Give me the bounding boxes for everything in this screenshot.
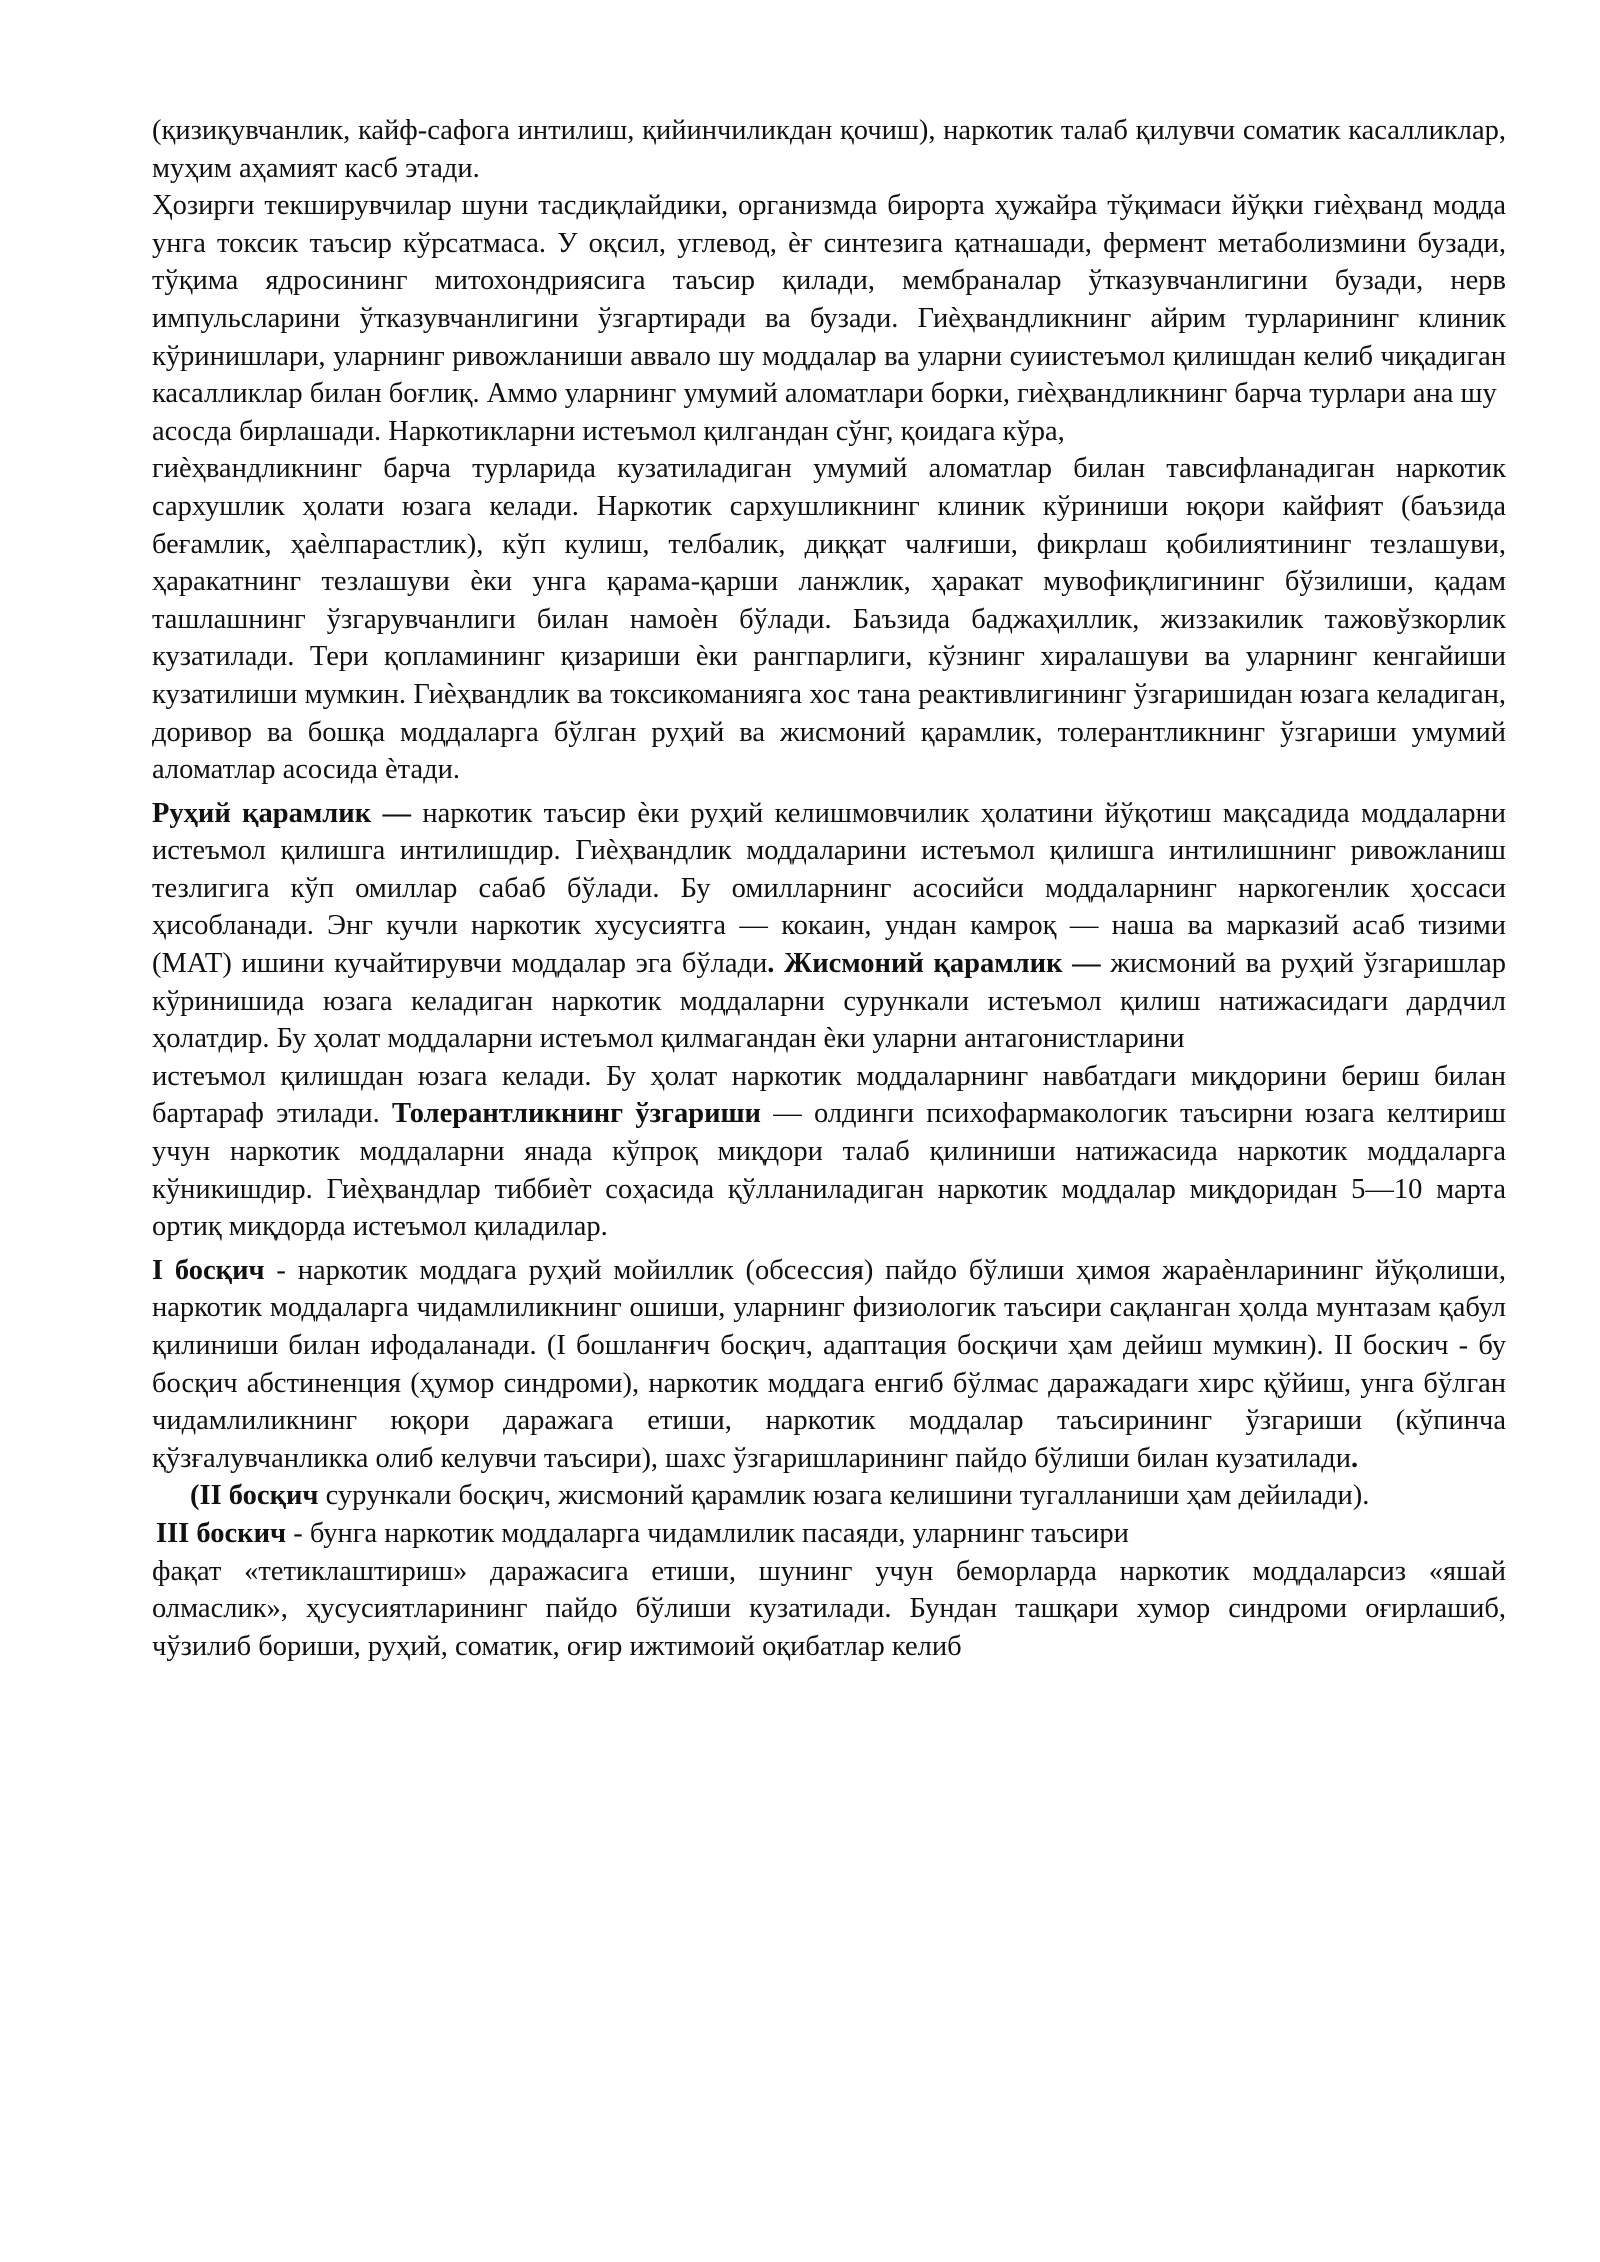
term-tolerance: Толерантликнинг ўзгариши	[392, 1098, 761, 1130]
term-stage-two: (II босқич	[190, 1480, 319, 1512]
term-stage-one: I босқич	[152, 1254, 265, 1286]
text-withdrawal: истеъмол қилишдан юзага келади. Бу ҳолат наркотик моддаларнинг навбатдаги миқдорини бериш билан бартараф этилади.	[152, 1060, 1506, 1130]
text-physical-dependence: жисмоний ва руҳий ўзгаришлар кўринишида юзага келадиган наркотик моддаларни сурункали истеъмол қилиш натижасидаги дардчил ҳолатдир. Бу ҳолат моддаларни истеъмол қилмагандан ѐки уларни антагонистларини	[152, 948, 1506, 1055]
term-mental-dependence: Руҳий қарамлик —	[152, 797, 411, 829]
paragraph-common-basis: асосда бирлашади. Наркотикларни истеъмол қилгандан сўнг, қоидага кўра,	[152, 415, 1065, 447]
text-stage-three: - бунга наркотик моддаларга чидамлилик пасаяди, уларнинг таъсири	[286, 1517, 1129, 1549]
text-mental-dependence: наркотик таъсир ѐки руҳий келишмовчилик ҳолатини йўқотиш мақсадида моддаларни истеъмол қилишга интилишдир. Гиѐҳвандлик моддаларини истеъмол қилишга интилишнинг ривожланиш тезлигига кўп омиллар сабаб бўлади. Бу омилларнинг асосийси моддаларнинг наркогенлик ҳоссаси ҳисобланади. Энг кучли наркотик хусусиятга — кокаин, ундан камроқ — наша ва марказий асаб тизими (МАТ) ишини кучайтирувчи моддалар эга бўлади	[152, 797, 1506, 980]
paragraph-toxic-effect: Ҳозирги текширувчилар шуни тасдиқлайдики, организмда бирорта ҳужайра тўқимаси йўқки гиѐҳванд модда унга токсик таъсир кўрсатмаса. У оқсил, углевод, ѐғ синтезига қатнашади, фермент метаболизмини бузади, тўқима ядросининг митохондриясига таъсир қилади, мембраналар ўтказувчанлигини бузади, нерв импульсларини ўтказувчанлигини ўзгартиради ва бузади. Гиѐҳвандликнинг айрим турларининг клиник кўринишлари, уларнинг ривожланиши аввало шу моддалар ва уларни суиистеъмол қилишдан келиб чиқадиган касалликлар билан боғлиқ. Аммо уларнинг умумий аломатлари борки, гиѐҳвандликнинг барча турлари ана шу	[152, 190, 1506, 410]
text-tolerance: — олдинги психофармакологик таъсирни юзага келтириш учун наркотик моддаларни янада кўпроқ миқдори талаб қилиниши натижасида наркотик моддаларга кўникишдир. Гиѐҳвандлар тиббиѐт соҳасида қўлланиладиган наркотик моддалар миқдоридан 5—10 марта ортиқ миқдорда истеъмол қиладилар.	[152, 1098, 1506, 1243]
stage-one-period: .	[1351, 1442, 1359, 1474]
paragraph-stage-three	[152, 1515, 1506, 1553]
document-page	[152, 112, 1506, 1665]
paragraph-tolerance	[152, 1058, 1506, 1246]
paragraph-stage-one	[152, 1252, 1506, 1478]
text-stage-one: - наркотик моддага руҳий мойиллик (обсессия) пайдо бўлиши ҳимоя жараѐнларининг йўқолиши, наркотик моддаларга чидамлиликнинг ошиши, уларнинг физиологик таъсири сақланган ҳолда мунтазам қабул қилиниши билан ифодаланади. (I бошланғич босқич, адаптация босқичи ҳам дейиш мумкин). II боскич - бу босқич абстиненция (ҳумор синдроми), наркотик моддага енгиб бўлмас даражадаги хирс қўйиш, унга бўлган чидамлиликнинг юқори даражага етиши, наркотик моддалар таъсирининг ўзгариши (кўпинча қўзғалувчанликка олиб келувчи таъсири), шахс ўзгаришларининг пайдо бўлиши билан кузатилади	[152, 1254, 1507, 1474]
paragraph-dependence	[152, 795, 1506, 1058]
term-stage-three: III боскич	[156, 1517, 287, 1549]
text-stage-two: сурункали босқич, жисмоний қарамлик юзага келишини тугалланиши ҳам дейилади).	[318, 1480, 1370, 1512]
paragraph-intro: (қизиқувчанлик, кайф-сафога интилиш, қийинчиликдан қочиш), наркотик талаб қилувчи соматик касалликлар, муҳим аҳамият касб этади.	[152, 115, 1506, 184]
paragraph-stage-three-continued: фақат «тетиклаштириш» даражасига етиши, шунинг учун беморларда наркотик моддаларсиз «яшай олмаслик», ҳусусиятларининг пайдо бўлиши кузатилади. Бундан ташқари хумор синдроми оғирлашиб, чўзилиб бориши, руҳий, соматик, оғир ижтимоий оқибатлар келиб	[152, 1555, 1506, 1662]
paragraph-intoxication: гиѐҳвандликнинг барча турларида кузатиладиган умумий аломатлар билан тавсифланадиган наркотик сархушлик ҳолати юзага келади. Наркотик сархушликнинг клиник кўриниши юқори кайфият (баъзида беғамлик, ҳаѐлпарастлик), кўп кулиш, телбалик, диққат чалғиши, фикрлаш қобилиятининг тезлашуви, ҳаракатнинг тезлашуви ѐки унга қарама-қарши ланжлик, ҳаракат мувофиқлигининг бўзилиши, қадам ташлашнинг ўзгарувчанлиги билан намоѐн бўлади. Баъзида баджаҳиллик, жиззакилик тажовўзкорлик кузатилади. Тери қопламининг қизариши ѐки рангпарлиги, кўзнинг хиралашуви ва уларнинг кенгайиши кузатилиши мумкин. Гиѐҳвандлик ва токсикоманияга хос тана реактивлигининг ўзгаришидан юзага келадиган, доривор ва бошқа моддаларга бўлган руҳий ва жисмоний қарамлик, толерантликнинг ўзгариши умумий аломатлар асосида ѐтади.	[152, 453, 1506, 786]
term-physical-dependence: . Жисмоний қарамлик —	[767, 948, 1101, 980]
paragraph-stage-two	[152, 1477, 1506, 1515]
